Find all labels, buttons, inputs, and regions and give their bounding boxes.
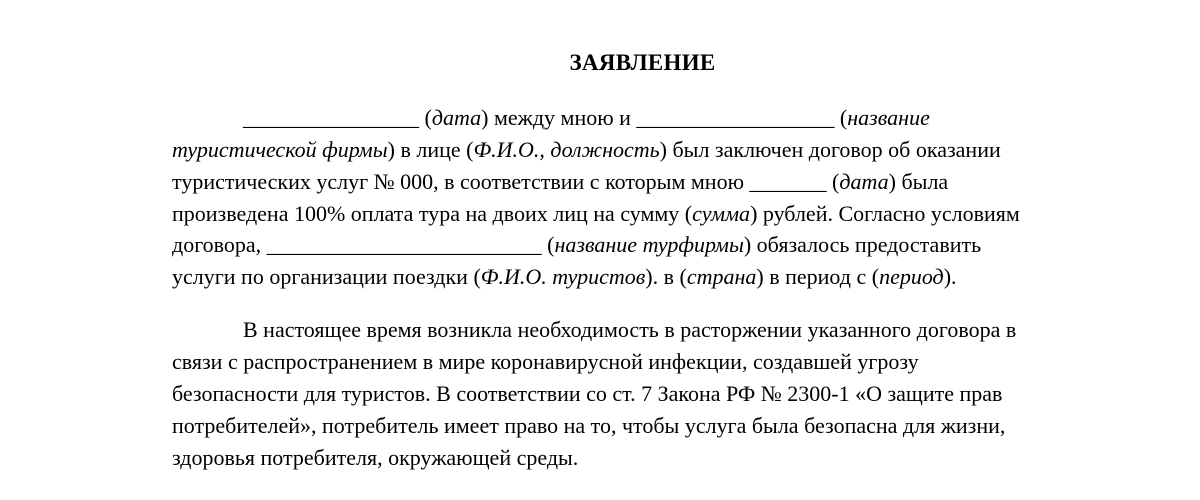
paragraph-1-line-1: ________________ (дата) между мною и __________________ (название (243, 105, 930, 130)
paragraph-1-line-4: произведена 100% оплата тура на двоих лиц на сумму (сумма) рублей. Согласно условиям (172, 201, 1020, 226)
paragraph-2-line-5: здоровья потребителя, окружающей среды. (172, 445, 579, 470)
paragraph-2-line-3: безопасности для туристов. В соответствии со ст. 7 Закона РФ № 2300-1 «О защите прав (172, 381, 1003, 406)
paragraph-1-line-5: договора, _________________________ (название турфирмы) обязалось предоставить (172, 232, 982, 257)
paragraph-1-line-6: услуги по организации поездки (Ф.И.О. туристов). в (страна) в период с (период). (172, 264, 957, 289)
paragraph-2-line-1: В настоящее время возникла необходимость в расторжении указанного договора в (243, 317, 1017, 342)
paragraph-2-line-2: связи с распространением в мире коронавирусной инфекции, создавшей угрозу (172, 349, 919, 374)
paragraph-1-line-2: туристической фирмы) в лице (Ф.И.О., должность) был заключен договор об оказании (172, 137, 1001, 162)
document-title: ЗАЯВЛЕНИЕ (569, 50, 716, 75)
paragraph-2-line-4: потребителей», потребитель имеет право на то, чтобы услуга была безопасна для жизни, (172, 413, 1006, 438)
paragraph-1-line-3: туристических услуг № 000, в соответствии с которым мною _______ (дата) была (172, 169, 949, 194)
